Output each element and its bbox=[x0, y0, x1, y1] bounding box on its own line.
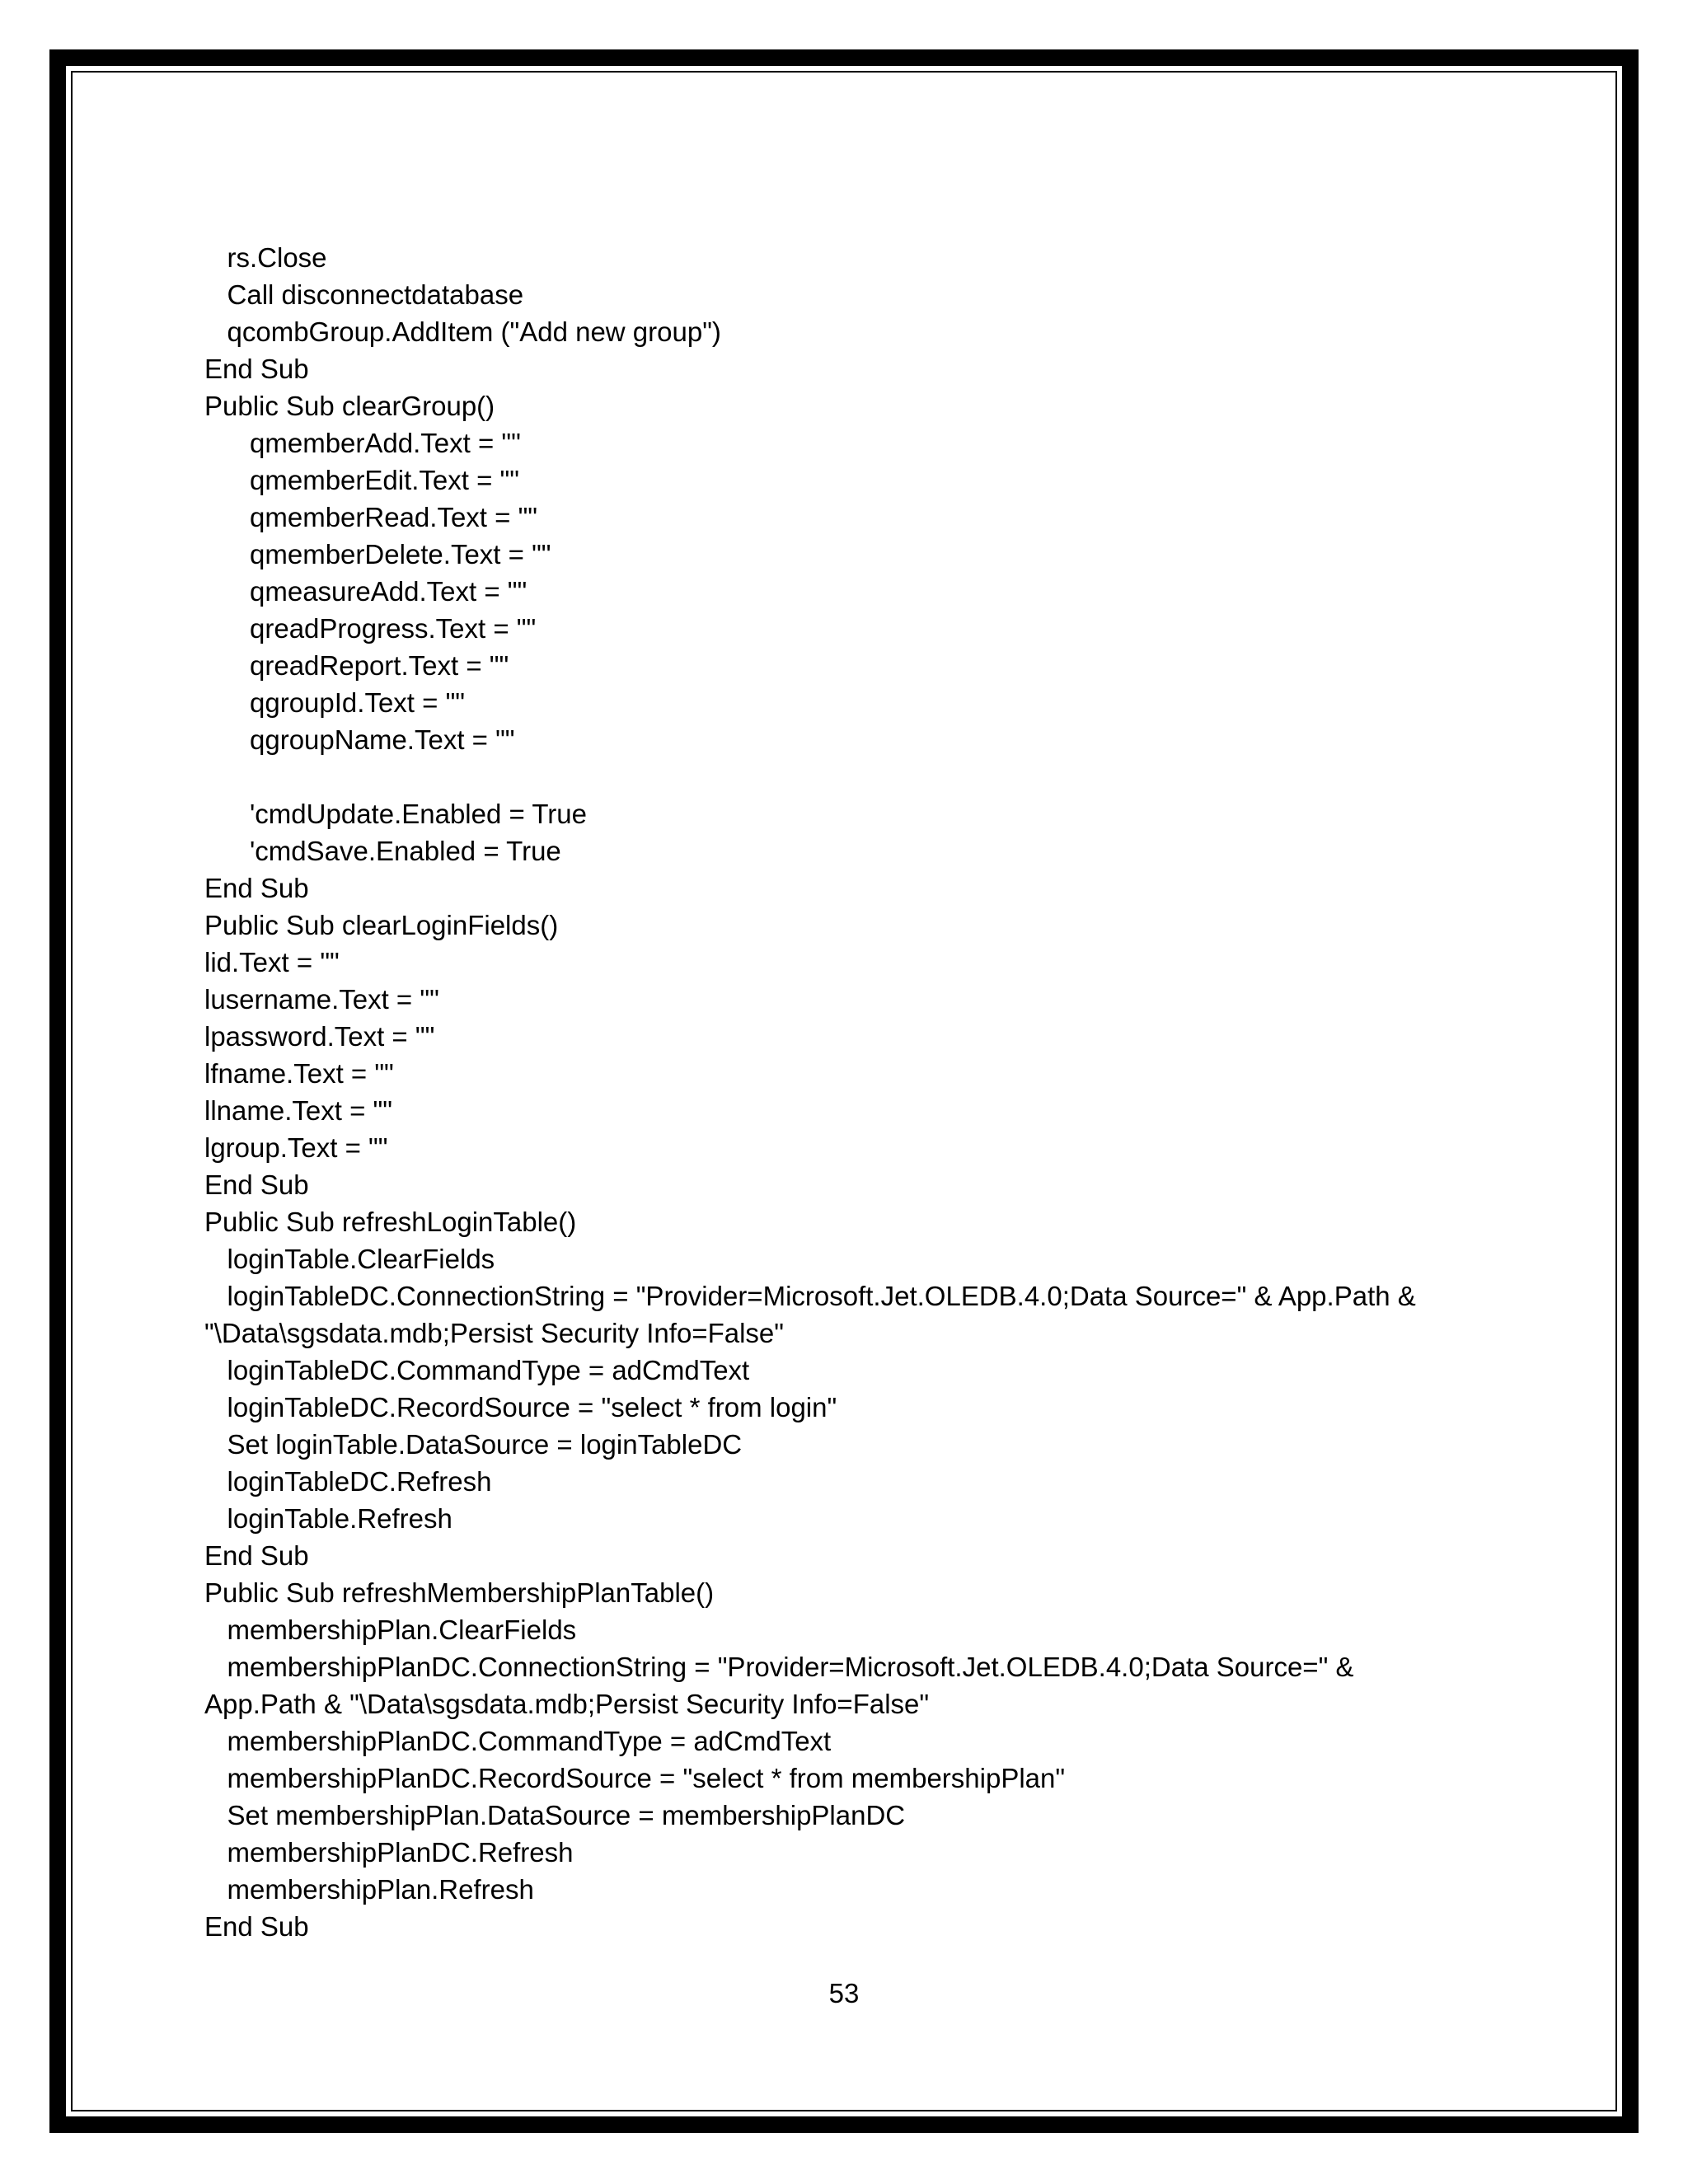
code-line: rs.Close bbox=[204, 242, 327, 273]
code-line: End Sub bbox=[204, 873, 309, 903]
code-line: qreadReport.Text = "" bbox=[204, 650, 509, 681]
code-line: qmemberRead.Text = "" bbox=[204, 502, 538, 532]
code-line: End Sub bbox=[204, 354, 309, 384]
code-line: lpassword.Text = "" bbox=[204, 1021, 435, 1052]
code-line: membershipPlan.ClearFields bbox=[204, 1615, 577, 1645]
code-line: loginTableDC.RecordSource = "select * from login" bbox=[204, 1392, 837, 1422]
code-line: "\Data\sgsdata.mdb;Persist Security Info=False" bbox=[204, 1318, 784, 1348]
code-line: llname.Text = "" bbox=[204, 1095, 392, 1126]
code-line: loginTable.Refresh bbox=[204, 1503, 452, 1534]
code-line: 'cmdUpdate.Enabled = True bbox=[204, 799, 587, 829]
code-line: qgroupName.Text = "" bbox=[204, 724, 515, 755]
code-line: End Sub bbox=[204, 1540, 309, 1571]
code-line: loginTableDC.Refresh bbox=[204, 1466, 492, 1497]
code-line: Set membershipPlan.DataSource = membershipPlanDC bbox=[204, 1800, 906, 1830]
code-line: qmemberAdd.Text = "" bbox=[204, 428, 521, 458]
code-line: qmeasureAdd.Text = "" bbox=[204, 576, 528, 607]
code-line: qcombGroup.AddItem ("Add new group") bbox=[204, 316, 721, 347]
code-line: lusername.Text = "" bbox=[204, 984, 439, 1015]
code-line: Public Sub refreshMembershipPlanTable() bbox=[204, 1577, 715, 1608]
code-line: qgroupId.Text = "" bbox=[204, 687, 466, 718]
page-number: 53 bbox=[828, 1978, 860, 2008]
code-line: App.Path & "\Data\sgsdata.mdb;Persist Security Info=False" bbox=[204, 1689, 930, 1719]
code-line: Public Sub clearGroup() bbox=[204, 391, 495, 421]
code-line: Public Sub refreshLoginTable() bbox=[204, 1207, 577, 1237]
code-line: Set loginTable.DataSource = loginTableDC bbox=[204, 1429, 743, 1460]
code-line: Call disconnectdatabase bbox=[204, 279, 524, 310]
code-line: membershipPlanDC.CommandType = adCmdText bbox=[204, 1726, 832, 1756]
code-line: qreadProgress.Text = "" bbox=[204, 613, 537, 644]
code-line: loginTableDC.ConnectionString = "Provider=Microsoft.Jet.OLEDB.4.0;Data Source=" & App.Path & bbox=[204, 1281, 1416, 1311]
code-line: End Sub bbox=[204, 1169, 309, 1200]
code-line: lgroup.Text = "" bbox=[204, 1132, 388, 1163]
code-line: loginTableDC.CommandType = adCmdText bbox=[204, 1355, 750, 1385]
code-line: qmemberEdit.Text = "" bbox=[204, 465, 519, 495]
code-line: membershipPlan.Refresh bbox=[204, 1874, 534, 1905]
code-line: qmemberDelete.Text = "" bbox=[204, 539, 551, 569]
code-line: lid.Text = "" bbox=[204, 947, 340, 977]
code-line: membershipPlanDC.ConnectionString = "Provider=Microsoft.Jet.OLEDB.4.0;Data Source=" & bbox=[204, 1652, 1354, 1682]
code-line: membershipPlanDC.Refresh bbox=[204, 1837, 574, 1868]
code-line bbox=[204, 758, 1416, 795]
code-line: End Sub bbox=[204, 1911, 309, 1942]
code-line: Public Sub clearLoginFields() bbox=[204, 910, 559, 940]
code-listing bbox=[204, 239, 1416, 1945]
code-line: 'cmdSave.Enabled = True bbox=[204, 836, 561, 866]
code-line: lfname.Text = "" bbox=[204, 1058, 394, 1089]
code-line: loginTable.ClearFields bbox=[204, 1244, 495, 1274]
code-line: membershipPlanDC.RecordSource = "select * from membershipPlan" bbox=[204, 1763, 1066, 1793]
